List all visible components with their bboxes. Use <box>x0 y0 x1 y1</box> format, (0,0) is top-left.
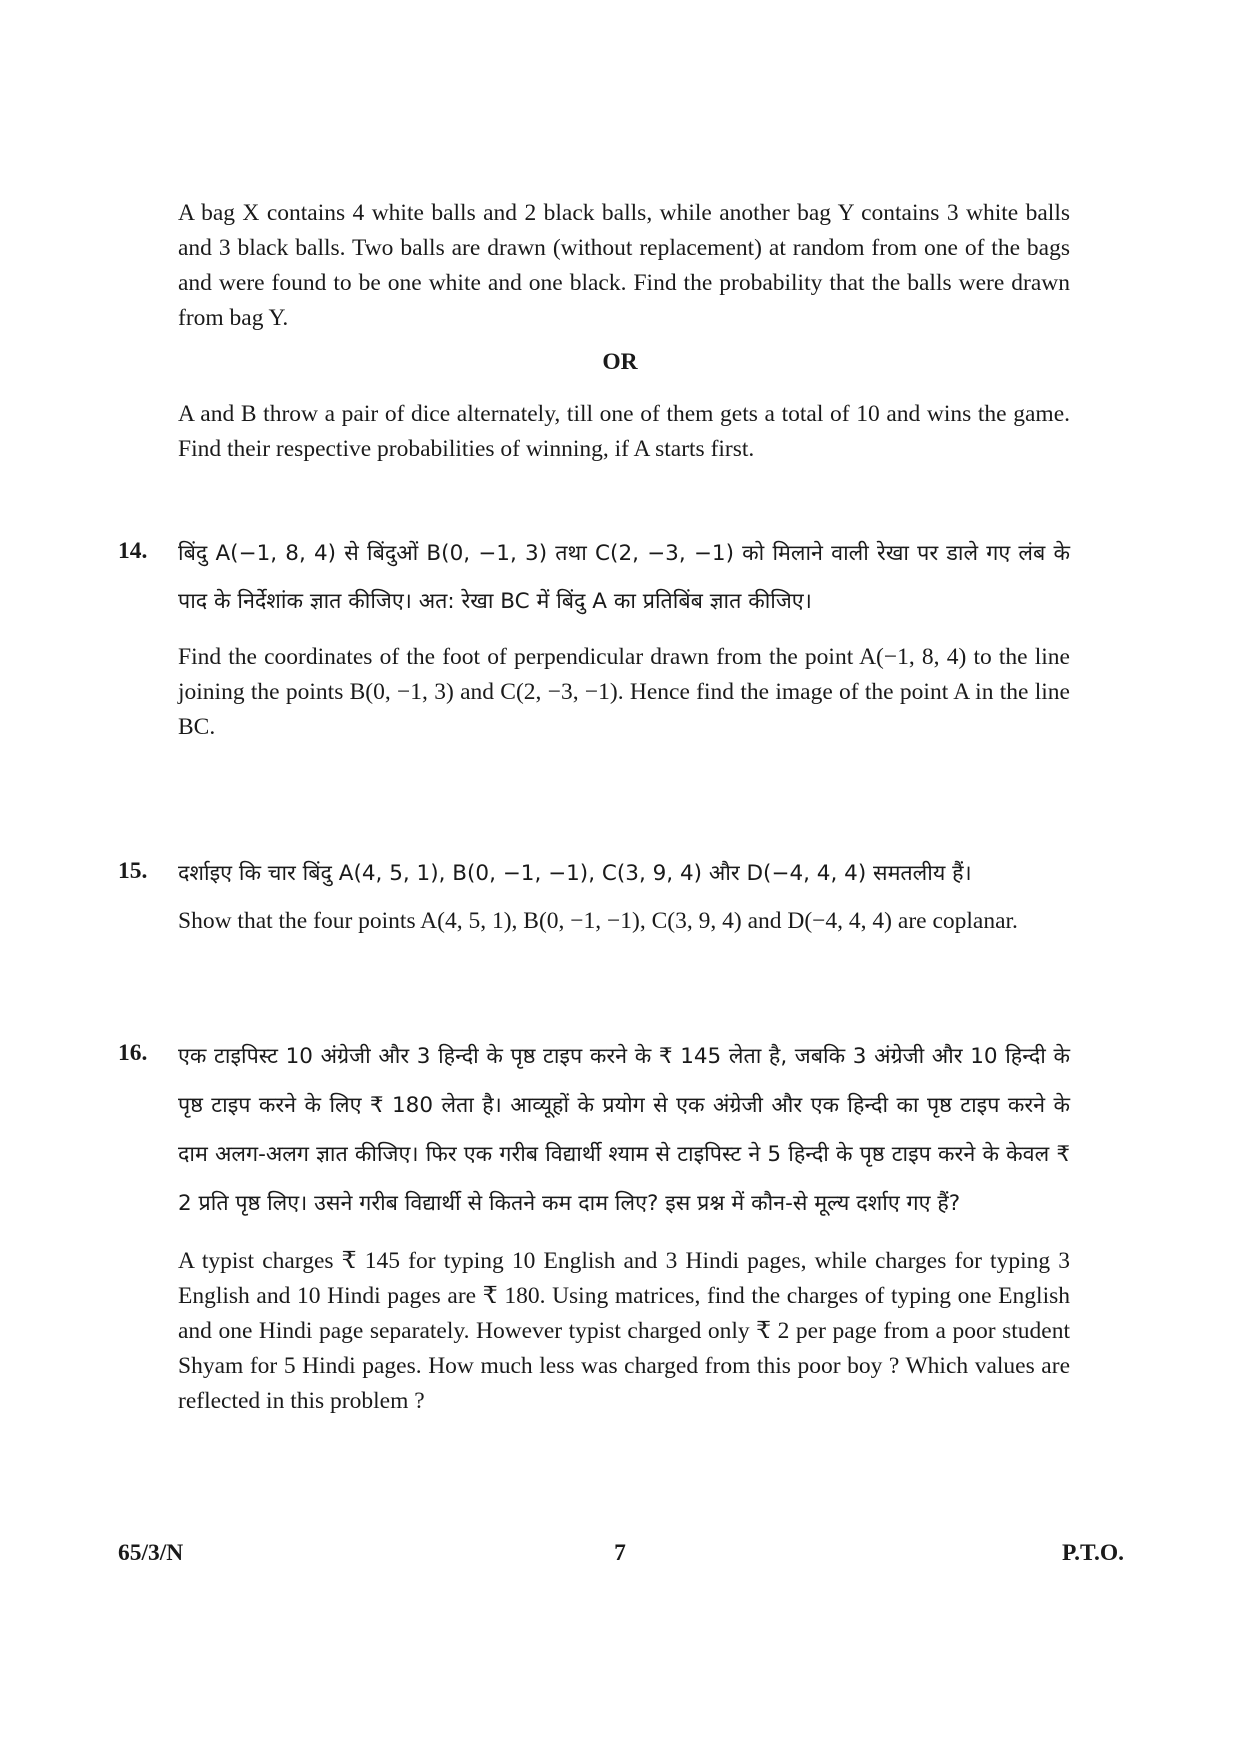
paper-code: 65/3/N <box>118 1540 184 1566</box>
q15-number: 15. <box>118 858 148 884</box>
q13-alt-text <box>178 397 1070 467</box>
q14-hindi: बिंदु A(−1, 8, 4) से बिंदुओं B(0, −1, 3) तथा C(2, −3, −1) को मिलाने वाली रेखा पर डाले गए लंब के पाद के निर्देशांक ज्ञात कीजिए। अत: रेखा BC में बिंदु A का प्रतिबिंब ज्ञात कीजिए। <box>178 541 1070 614</box>
q13-paragraph: A bag X contains 4 white balls and 2 black balls, while another bag Y contains 3 white balls and 3 black balls. Two balls are drawn (without replacement) at random from one of the bags and were found to be one white and one black. Find the probability that the balls were drawn from bag Y. <box>178 200 1070 331</box>
q14-english: Find the coordinates of the foot of perpendicular drawn from the point A(−1, 8, 4) to the line joining the points B(0, −1, 3) and C(2, −3, −1). Hence find the image of the point A in the line BC. <box>178 644 1070 740</box>
q16-content <box>178 1032 1070 1419</box>
q15-english: Show that the four points A(4, 5, 1), B(0, −1, −1), C(3, 9, 4) and D(−4, 4, 4) are coplanar. <box>178 908 1018 934</box>
q14-number: 14. <box>118 538 148 564</box>
page-number: 7 <box>614 1540 626 1566</box>
q15-content <box>178 850 1070 939</box>
q16-english: A typist charges ₹ 145 for typing 10 English and 3 Hindi pages, while charges for typing 3 English and 10 Hindi pages are ₹ 180. Using matrices, find the charges of typing one English and one Hindi page separately. However typist charged only ₹ 2 per page from a poor student Shyam for 5 Hindi pages. How much less was charged from this poor boy ? Which values are reflected in this problem ? <box>178 1248 1070 1414</box>
or-separator: OR <box>602 349 638 375</box>
q13-english-text <box>178 196 1070 336</box>
q16-hindi: एक टाइपिस्ट 10 अंग्रेजी और 3 हिन्दी के पृष्ठ टाइप करने के ₹ 145 लेता है, जबकि 3 अंग्रेजी और 10 हिन्दी के पृष्ठ टाइप करने के लिए ₹ 180 लेता है। आव्यूहों के प्रयोग से एक अंग्रेजी और एक हिन्दी का पृष्ठ टाइप करने के दाम अलग-अलग ज्ञात कीजिए। फिर एक गरीब विद्यार्थी श्याम से टाइपिस्ट ने 5 हिन्दी के पृष्ठ टाइप करने के केवल ₹ 2 प्रति पृष्ठ लिए। उसने गरीब विद्यार्थी से कितने कम दाम लिए? इस प्रश्न में कौन-से मूल्य दर्शाए गए हैं? <box>178 1044 1070 1216</box>
q13-alt-paragraph: A and B throw a pair of dice alternately, till one of them gets a total of 10 and wins the game. Find their respective probabilities of winning, if A starts first. <box>178 401 1070 462</box>
pto-label: P.T.O. <box>1061 1540 1124 1566</box>
q14-content <box>178 530 1070 745</box>
q16-number: 16. <box>118 1040 148 1066</box>
q15-hindi: दर्शाइए कि चार बिंदु A(4, 5, 1), B(0, −1, −1), C(3, 9, 4) और D(−4, 4, 4) समतलीय हैं। <box>178 861 972 886</box>
